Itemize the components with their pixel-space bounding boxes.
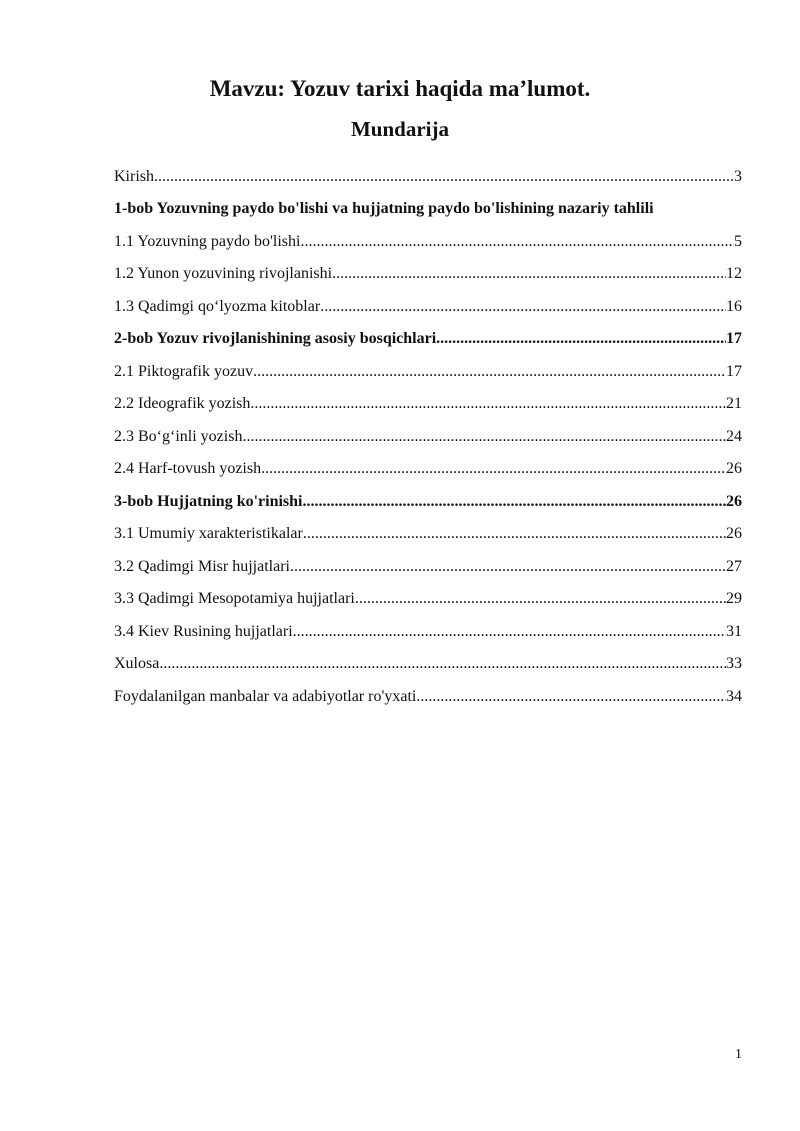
toc-entry-title: 1.3 Qadimgi qo‘lyozma kitoblar [114,297,321,315]
toc-entry-page: 26 [726,460,742,477]
toc-entry-page: 17 [726,362,742,380]
toc-entry[interactable] [114,642,746,675]
toc-entry-title: 2.2 Ideografik yozish [114,395,251,412]
toc-entry-page: 5 [734,232,742,250]
toc-leader-dots [290,557,726,577]
toc-heading: Mundarija [350,117,449,141]
toc-leader-dots [250,394,726,414]
toc-entry[interactable] [114,674,746,707]
toc-leader-dots [261,459,726,479]
toc-entry[interactable] [114,447,746,480]
toc-entry-page: 29 [726,590,742,607]
toc-entry-title: 3.2 Qadimgi Misr hujjatlari [114,557,290,575]
toc-leader-dots [242,427,726,447]
toc-entry[interactable] [114,284,746,317]
toc-entry-page: 16 [726,297,742,315]
toc-entry[interactable] [114,252,746,285]
toc-entry-page: 33 [726,655,742,672]
toc-entry[interactable] [114,219,746,252]
page-number: 1 [735,1047,742,1062]
toc-leader-dots [332,264,726,284]
toc-entry[interactable] [114,577,746,610]
toc-entry[interactable] [114,317,746,350]
toc-entry-page: 17 [726,330,742,347]
toc-leader-dots [320,297,726,317]
toc-leader-dots [303,492,727,512]
toc-entry-page: 26 [726,492,742,510]
toc-entry-title: 2-bob Yozuv rivojlanishining asosiy bosqichlari [114,330,437,347]
toc-entry-page: 3 [734,167,742,185]
page-title: Mavzu: Yozuv tarixi haqida ma’lumot. [209,76,591,101]
toc-entry[interactable] [114,382,746,415]
toc-leader-dots [303,524,726,544]
toc-entry-page: 34 [726,687,742,705]
toc-entry[interactable] [114,349,746,382]
toc-entry-title: 2.4 Harf-tovush yozish [114,460,262,477]
toc-entry[interactable] [114,609,746,642]
toc-entry[interactable] [114,512,746,545]
toc-entry-page: 31 [726,622,742,640]
toc-entry-page: 21 [726,395,742,412]
toc-leader-dots [159,654,726,674]
toc-entry-title: Kirish [114,167,154,185]
toc-entry-title: 3-bob Hujjatning ko'rinishi [114,492,303,510]
toc-entry-title: 1-bob Yozuvning paydo bo'lishi va hujjatning paydo bo'lishining nazariy tahlili [114,200,654,217]
table-of-contents [114,154,746,707]
toc-leader-dots [154,167,734,187]
toc-entry-title: 3.4 Kiev Rusining hujjatlari [114,622,293,640]
toc-leader-dots [253,362,726,382]
toc-entry[interactable] [114,479,746,512]
toc-leader-dots [355,589,726,609]
toc-leader-dots [416,687,726,707]
toc-leader-dots [300,232,734,252]
toc-entry-title: 2.1 Piktografik yozuv [114,362,254,380]
toc-entry-title: 1.2 Yunon yozuvining rivojlanishi [114,265,333,282]
toc-entry[interactable] [114,414,746,447]
toc-entry-title: 3.1 Umumiy xarakteristikalar [114,525,303,542]
toc-entry-title: 2.3 Bo‘g‘inli yozish [114,427,243,445]
toc-entry-title: Xulosa [114,655,160,672]
toc-entry-page: 12 [726,265,742,282]
toc-leader-dots [293,622,726,642]
toc-entry-page: 27 [726,557,742,575]
toc-leader-dots [436,329,726,349]
toc-entry-page: 24 [726,427,742,445]
toc-entry-title: Foydalanilgan manbalar va adabiyotlar ro'yxati [114,687,417,705]
toc-entry-title: 1.1 Yozuvning paydo bo'lishi [114,232,301,250]
toc-entry[interactable] [114,544,746,577]
toc-entry[interactable] [114,154,746,187]
toc-entry[interactable] [114,187,746,220]
toc-entry-page: 26 [726,525,742,542]
toc-entry-title: 3.3 Qadimgi Mesopotamiya hujjatlari [114,590,355,607]
